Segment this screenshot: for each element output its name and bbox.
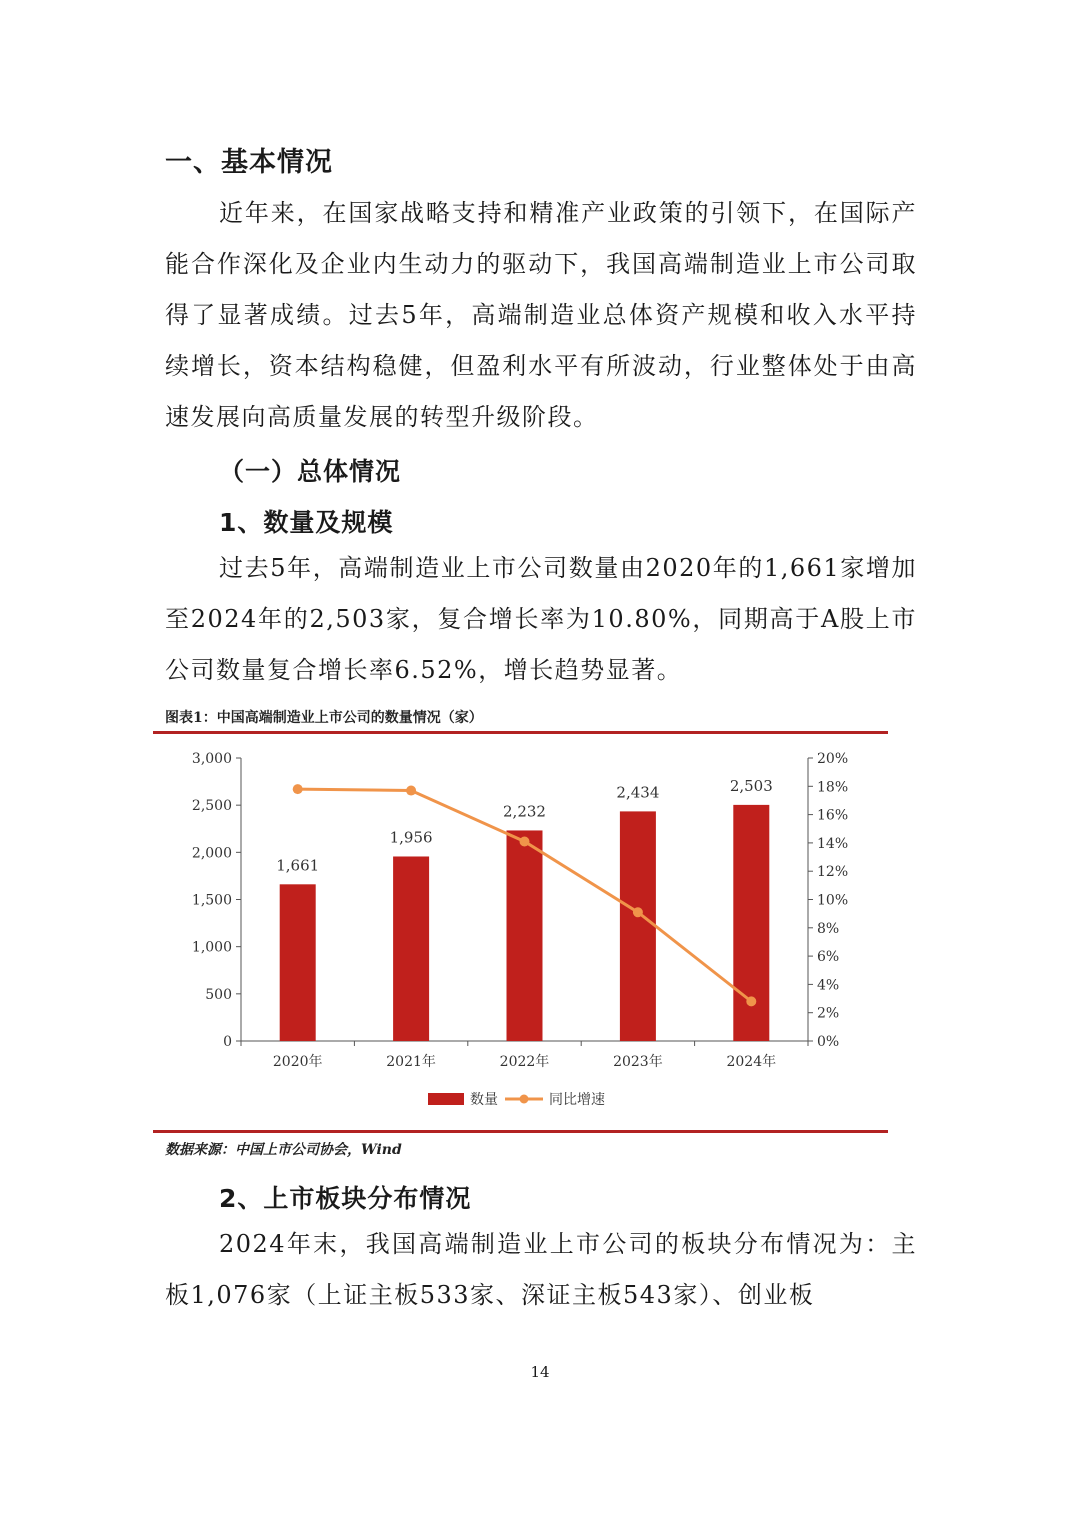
x-tick-label: 2024年 (726, 1054, 777, 1070)
left-tick-label: 1,500 (191, 892, 232, 909)
bar-line-chart (153, 740, 888, 1125)
legend-bar-swatch (428, 1093, 464, 1105)
bar-data-label: 2,503 (729, 776, 773, 795)
x-tick-label: 2022年 (499, 1054, 550, 1070)
x-tick-label: 2020年 (272, 1054, 323, 1070)
legend-line-marker (520, 1095, 529, 1104)
right-tick-label: 20% (817, 751, 849, 767)
figure-bottom-rule (153, 1130, 888, 1133)
figure-caption: 图表1：中国高端制造业上市公司的数量情况（家） (165, 710, 483, 726)
growth-point-2021年 (406, 786, 416, 796)
x-tick-label: 2023年 (613, 1054, 663, 1070)
right-tick-label: 0% (817, 1034, 840, 1050)
bar-2023年 (620, 811, 656, 1041)
item2-paragraph: 2024年末，我国高端制造业上市公司的板块分布情况为：主板1,076家（上证主板533家、深证主板543家）、创业板 (165, 1230, 917, 1309)
subsection-title: （一）总体情况 (219, 457, 402, 486)
item2-title: 2、上市板块分布情况 (219, 1184, 472, 1213)
left-tick-label: 1,000 (191, 939, 232, 956)
figure-source: 数据来源：中国上市公司协会，Wind (165, 1142, 402, 1158)
item1-title: 1、数量及规模 (219, 508, 394, 537)
bar-2022年 (507, 830, 543, 1041)
left-tick-label: 2,000 (191, 845, 232, 862)
right-tick-label: 6% (817, 949, 840, 966)
bar-data-label: 1,661 (276, 856, 320, 875)
bar-data-label: 2,232 (503, 802, 546, 821)
right-tick-label: 10% (817, 892, 849, 909)
x-tick-label: 2021年 (386, 1054, 436, 1070)
left-tick-label: 500 (205, 986, 232, 1003)
section-title: 一、基本情况 (165, 147, 333, 178)
legend-bar-label: 数量 (470, 1092, 498, 1108)
bar-2021年 (393, 856, 429, 1041)
right-tick-label: 16% (817, 807, 849, 824)
right-tick-label: 14% (817, 835, 849, 852)
item1-paragraph: 过去5年，高端制造业上市公司数量由2020年的1,661家增加至2024年的2,503家，复合增长率为10.80%，同期高于A股上市公司数量复合增长率6.52%，增长趋势显著。 (165, 554, 917, 684)
left-tick-label: 0 (223, 1034, 232, 1050)
growth-point-2020年 (293, 784, 303, 794)
growth-point-2023年 (633, 907, 643, 917)
right-tick-label: 8% (817, 920, 840, 937)
figure-top-rule (153, 731, 888, 734)
right-tick-label: 2% (817, 1005, 840, 1022)
left-tick-label: 3,000 (191, 751, 232, 767)
right-tick-label: 4% (817, 977, 840, 994)
growth-point-2022年 (520, 836, 530, 846)
right-tick-label: 18% (817, 779, 849, 796)
page-number: 14 (530, 1363, 550, 1381)
growth-point-2024年 (746, 996, 756, 1006)
bar-2020年 (280, 884, 316, 1041)
right-tick-label: 12% (817, 864, 849, 881)
legend-line-label: 同比增速 (549, 1092, 605, 1108)
left-tick-label: 2,500 (191, 798, 232, 815)
bar-data-label: 2,434 (616, 783, 660, 802)
bar-data-label: 1,956 (389, 828, 433, 847)
intro-paragraph: 近年来，在国家战略支持和精准产业政策的引领下，在国际产能合作深化及企业内生动力的驱动下，我国高端制造业上市公司取得了显著成绩。过去5年，高端制造业总体资产规模和收入水平持续增长，资本结构稳健，但盈利水平有所波动，行业整体处于由高速发展向高质量发展的转型升级阶段。 (165, 199, 917, 431)
